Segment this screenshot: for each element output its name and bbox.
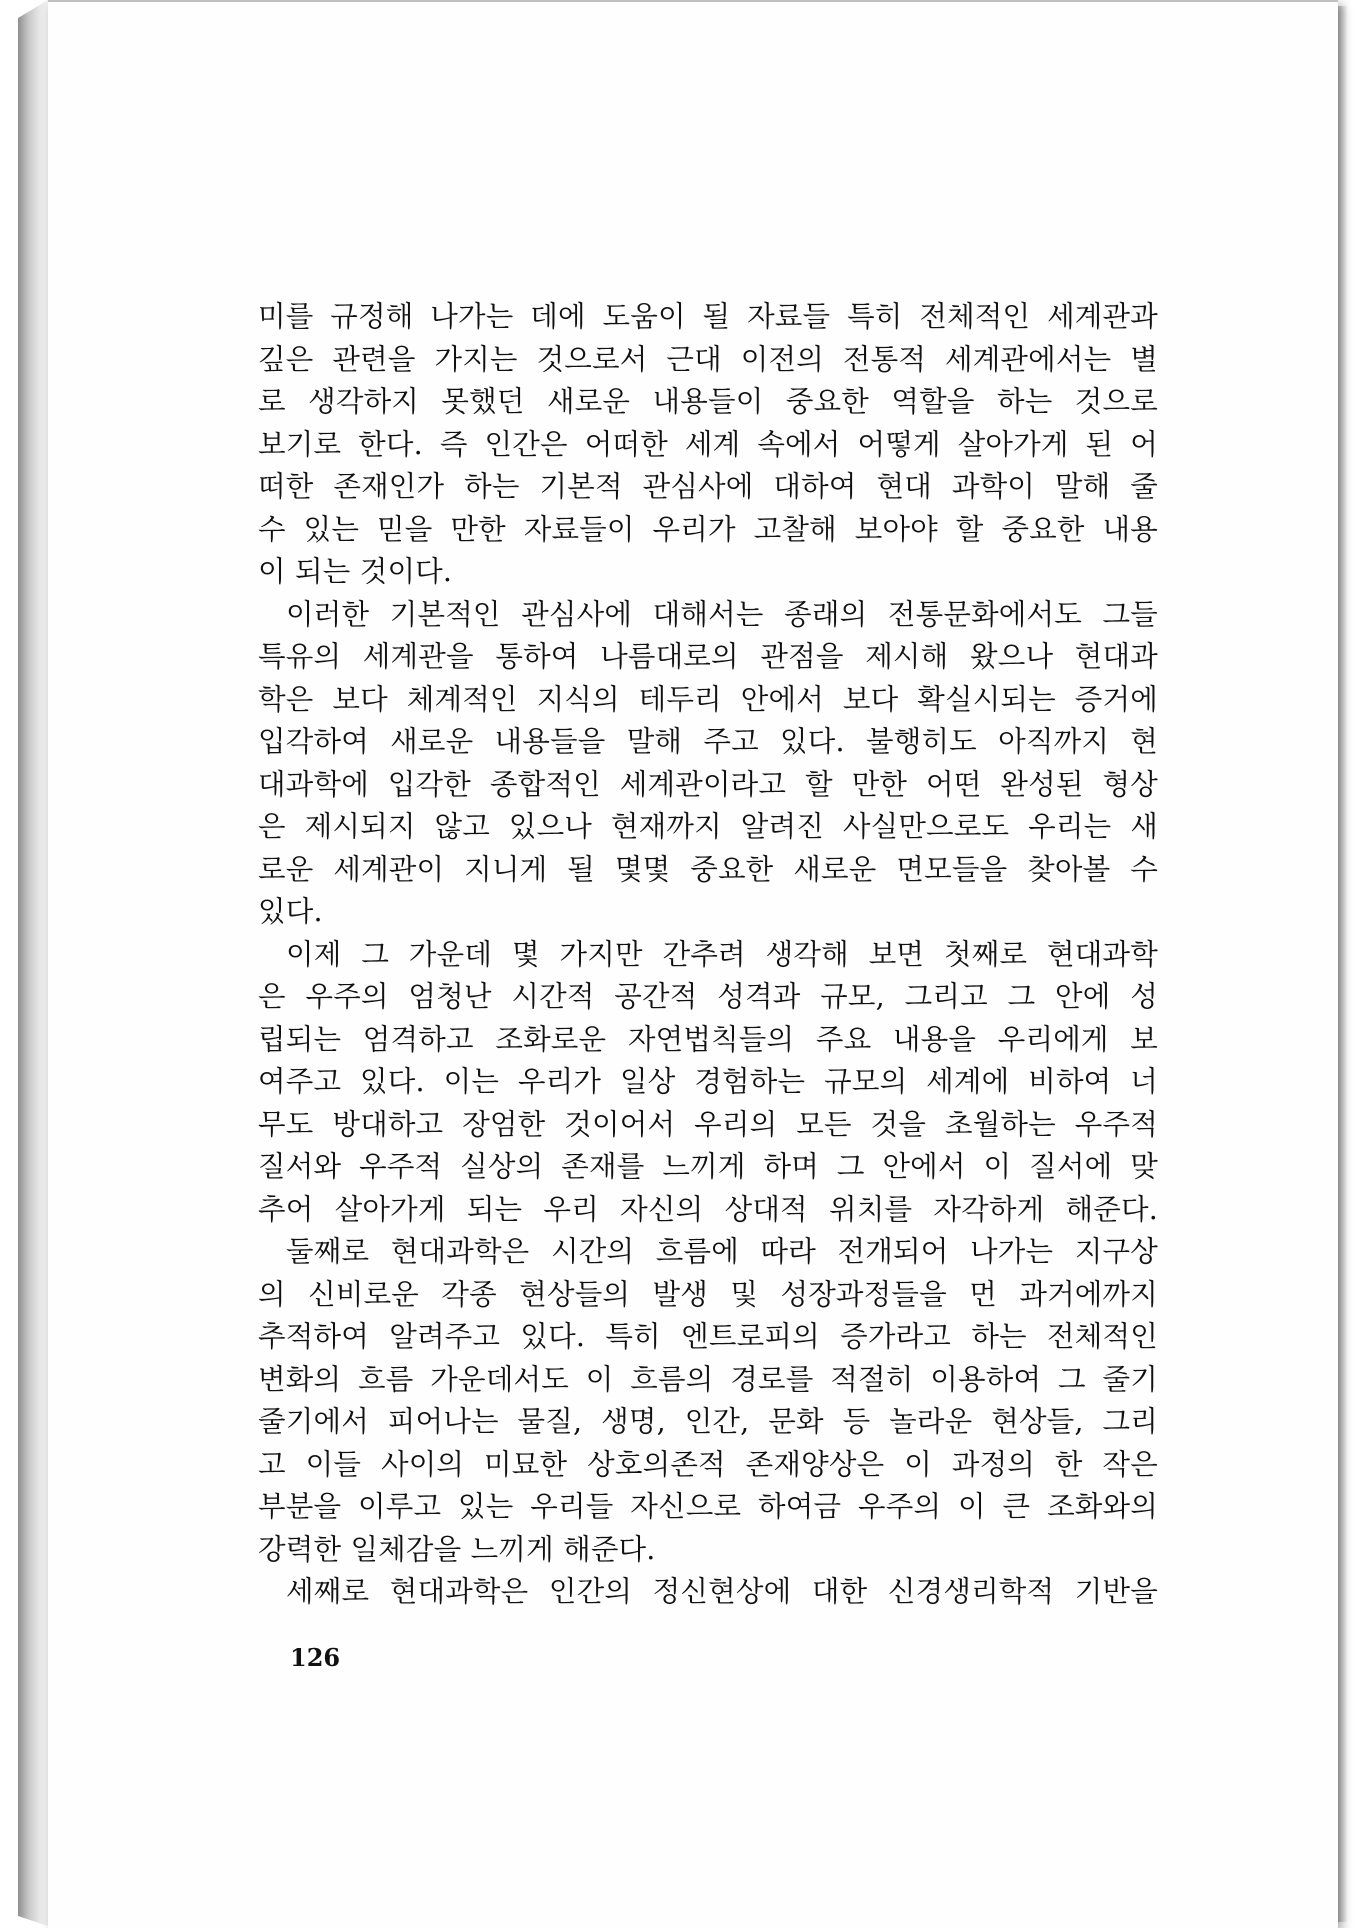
- text-line: 떠한 존재인가 하는 기본적 관심사에 대하여 현대 과학이 말해 줄: [258, 470, 1158, 503]
- text-line: 질서와 우주적 실상의 존재를 느끼게 하며 그 안에서 이 질서에 맞: [258, 1150, 1158, 1183]
- text-line: 추어 살아가게 되는 우리 자신의 상대적 위치를 자각하게 해준다.: [258, 1192, 1158, 1226]
- text-line: 변화의 흐름 가운데서도 이 흐름의 경로를 적절히 이용하여 그 줄기: [258, 1362, 1158, 1396]
- text-line: 학은 보다 체계적인 지식의 테두리 안에서 보다 확실시되는 증거에: [258, 682, 1158, 716]
- text-line: 이러한 기본적인 관심사에 대해서는 종래의 전통문화에서도 그들: [286, 597, 1158, 631]
- text-line: 로운 세계관이 지니게 될 몇몇 중요한 새로운 면모들을 찾아볼 수: [258, 852, 1158, 886]
- text-line: 특유의 세계관을 통하여 나름대로의 관점을 제시해 왔으나 현대과: [258, 640, 1158, 673]
- text-line: 은 우주의 엄청난 시간적 공간적 성격과 규모, 그리고 그 안에 성: [258, 980, 1158, 1013]
- text-line: 대과학에 입각한 종합적인 세계관이라고 할 만한 어떤 완성된 형상: [258, 767, 1158, 801]
- text-line: 여주고 있다. 이는 우리가 일상 경험하는 규모의 세계에 비하여 너: [258, 1065, 1158, 1098]
- text-line: 강력한 일체감을 느끼게 해준다.: [258, 1532, 656, 1566]
- text-line: 의 신비로운 각종 현상들의 발생 및 성장과정들을 먼 과거에까지: [258, 1277, 1158, 1311]
- text-line: 추적하여 알려주고 있다. 특히 엔트로피의 증가라고 하는 전체적인: [258, 1320, 1158, 1353]
- text-line: 세째로 현대과학은 인간의 정신현상에 대한 신경생리학적 기반을: [286, 1575, 1158, 1608]
- text-line: 보기로 한다. 즉 인간은 어떠한 세계 속에서 어떻게 살아가게 된 어: [258, 427, 1158, 461]
- text-line: 립되는 엄격하고 조화로운 자연법칙들의 주요 내용을 우리에게 보: [258, 1022, 1158, 1056]
- text-line: 이제 그 가운데 몇 가지만 간추려 생각해 보면 첫째로 현대과학: [286, 937, 1158, 971]
- body-text: [258, 296, 1158, 1614]
- text-line: 고 이들 사이의 미묘한 상호의존적 존재양상은 이 과정의 한 작은: [258, 1447, 1158, 1481]
- text-line: 있다.: [258, 895, 323, 928]
- text-line: 입각하여 새로운 내용들을 말해 주고 있다. 불행히도 아직까지 현: [258, 725, 1158, 758]
- text-line: 미를 규정해 나가는 데에 도움이 될 자료들 특히 전체적인 세계관과: [258, 300, 1158, 333]
- page-shadow: [1338, 6, 1348, 1922]
- text-line: 줄기에서 피어나는 물질, 생명, 인간, 문화 등 놀라운 현상들, 그리: [258, 1405, 1158, 1438]
- text-line: 수 있는 믿을 만한 자료들이 우리가 고찰해 보아야 할 중요한 내용: [258, 512, 1158, 546]
- page-number: 126: [290, 1643, 341, 1672]
- text-line: 로 생각하지 못했던 새로운 내용들이 중요한 역할을 하는 것으로: [258, 385, 1158, 418]
- book-spine-edge: [18, 0, 48, 1926]
- text-line: 둘째로 현대과학은 시간의 흐름에 따라 전개되어 나가는 지구상: [286, 1235, 1158, 1268]
- text-line: 은 제시되지 않고 있으나 현재까지 알려진 사실만으로도 우리는 새: [258, 810, 1158, 843]
- text-line: 이 되는 것이다.: [258, 555, 453, 588]
- text-line: 부분을 이루고 있는 우리들 자신으로 하여금 우주의 이 큰 조화와의: [258, 1490, 1158, 1523]
- text-line: 깊은 관련을 가지는 것으로서 근대 이전의 전통적 세계관에서는 별: [258, 342, 1158, 376]
- text-line: 무도 방대하고 장엄한 것이어서 우리의 모든 것을 초월하는 우주적: [258, 1107, 1158, 1141]
